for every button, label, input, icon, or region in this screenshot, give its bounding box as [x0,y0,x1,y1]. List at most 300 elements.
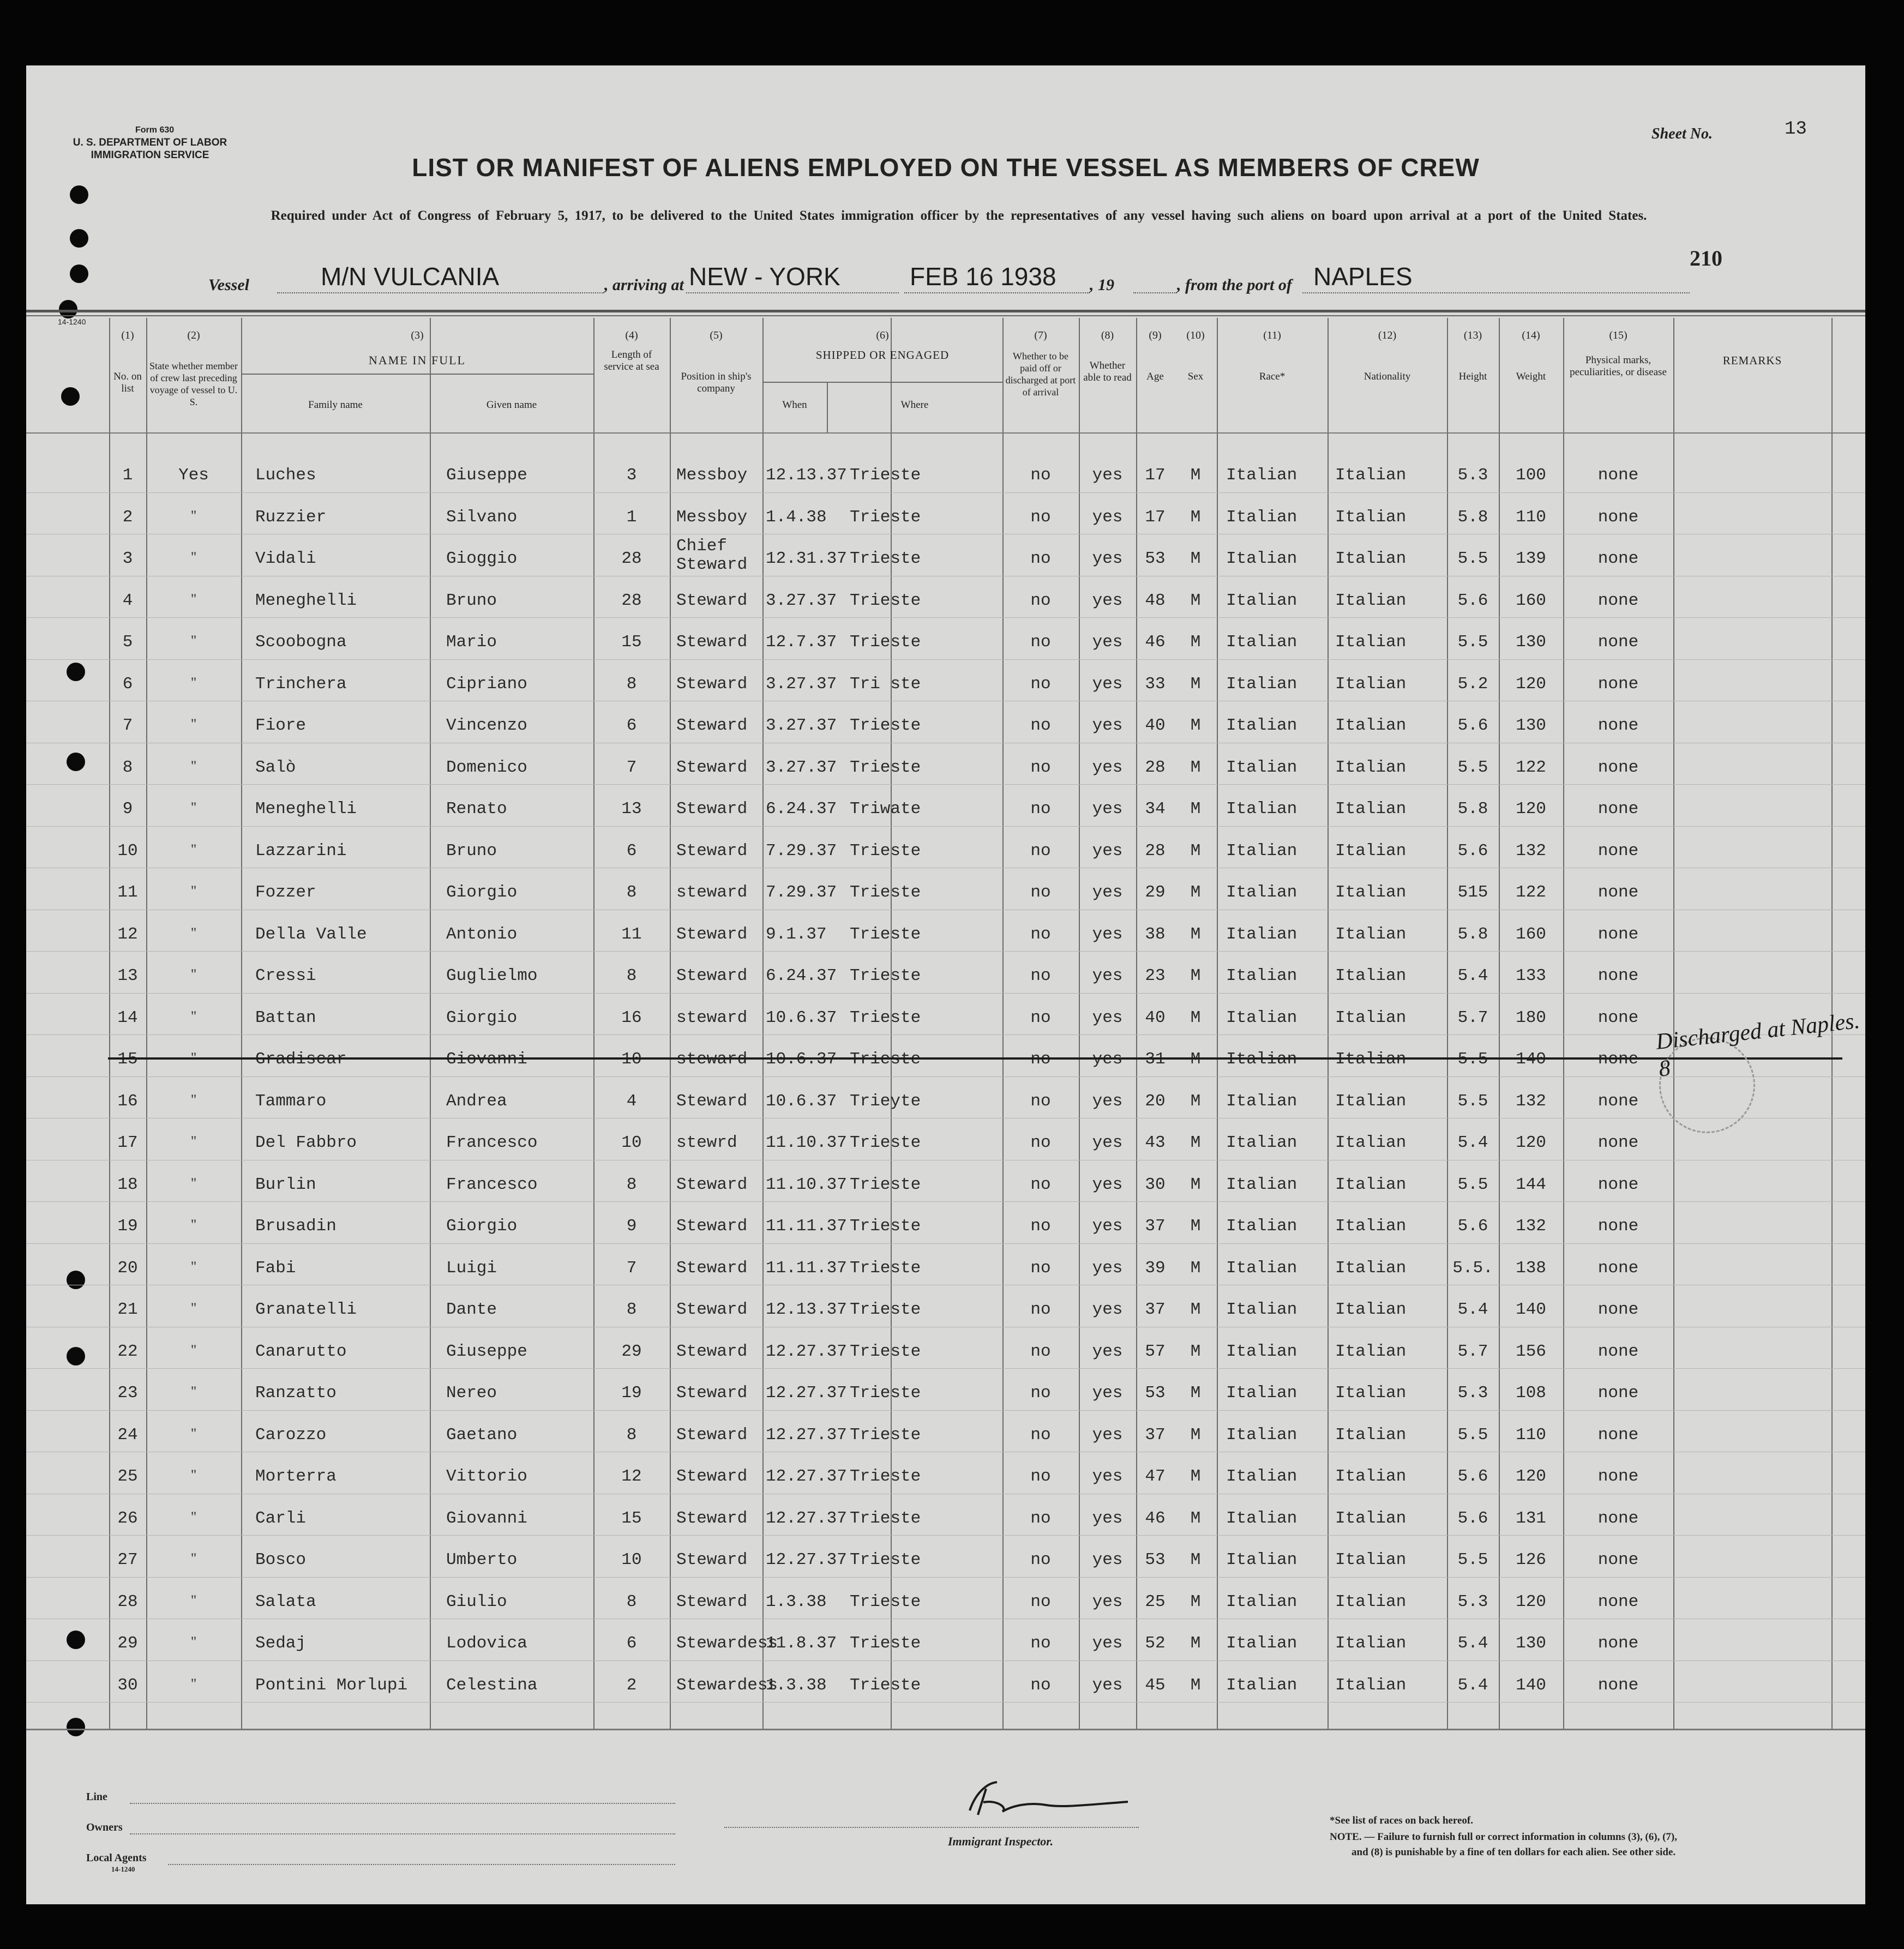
cell-family-name: Canarutto [255,1342,347,1361]
cell-service: 10 [621,1133,642,1152]
table-row [26,579,1865,621]
cell-when: 12.27.37 [766,1342,847,1361]
cell-prev-voyage: " [190,549,197,565]
cell-no: 24 [117,1425,138,1445]
cell-prev-voyage: " [190,591,197,607]
table-row [26,1413,1865,1455]
cell-when: 6.24.37 [766,966,837,985]
cell-when: 3.27.37 [766,674,837,694]
cell-family-name: Della Valle [255,924,367,944]
cell-weight: 122 [1516,883,1546,902]
cell-race: Italian [1226,1383,1298,1403]
cell-race: Italian [1226,507,1298,527]
cell-race: Italian [1226,674,1298,694]
col-header-where: Where [900,399,929,411]
cell-weight: 160 [1516,591,1546,610]
cell-paid-off: no [1030,549,1051,568]
cell-where: Trieste [850,1175,921,1194]
cell-weight: 120 [1516,1467,1546,1486]
cell-position: Stewardess [676,1675,778,1695]
cell-given-name: Cipriano [446,674,527,694]
cell-nationality: Italian [1335,549,1407,568]
cell-family-name: Gradiscar [255,1050,347,1069]
col-number: (11) [1263,329,1281,341]
cell-age: 33 [1145,674,1166,694]
cell-physical-marks: none [1597,1175,1639,1194]
cell-read: yes [1092,1383,1123,1403]
cell-sex: M [1190,549,1201,568]
cell-physical-marks: none [1597,591,1639,610]
form-code: 14-1240 [58,317,86,326]
cell-service: 7 [626,757,637,777]
cell-height: 5.5 [1457,1091,1488,1111]
cell-family-name: Scoobogna [255,633,347,652]
cell-age: 37 [1145,1425,1166,1445]
manifest-sheet [26,65,1865,1904]
cell-physical-marks: none [1597,1342,1639,1361]
cell-paid-off: no [1030,1634,1051,1653]
table-row [26,1455,1865,1496]
cell-nationality: Italian [1335,841,1407,861]
table-row [26,663,1865,704]
cell-when: 11.11.37 [766,1258,847,1278]
cell-nationality: Italian [1335,1383,1407,1403]
cell-race: Italian [1226,1342,1298,1361]
cell-family-name: Granatelli [255,1300,357,1319]
cell-paid-off: no [1030,1175,1051,1194]
cell-no: 8 [122,757,133,777]
cell-when: 3.27.37 [766,757,837,777]
cell-family-name: Salata [255,1592,316,1611]
cell-paid-off: no [1030,1050,1051,1069]
cell-race: Italian [1226,966,1298,985]
col-number: (4) [625,329,638,341]
cell-nationality: Italian [1335,757,1407,777]
cell-sex: M [1190,1634,1201,1653]
cell-nationality: Italian [1335,1133,1407,1152]
cell-physical-marks: none [1597,841,1639,861]
cell-given-name: Vittorio [446,1467,527,1486]
cell-position: Steward [676,1258,748,1278]
cell-paid-off: no [1030,841,1051,861]
cell-age: 46 [1145,633,1166,652]
cell-prev-voyage: " [190,1300,197,1316]
cell-family-name: Luches [255,466,316,485]
cell-paid-off: no [1030,1008,1051,1027]
cell-age: 28 [1145,757,1166,777]
cell-family-name: Cressi [255,966,316,985]
cell-prev-voyage: " [190,674,197,690]
cell-service: 15 [621,633,642,652]
cell-age: 23 [1145,966,1166,985]
cell-read: yes [1092,1300,1123,1319]
col-header-given: Given name [486,399,537,411]
cell-physical-marks: none [1597,1008,1639,1027]
cell-paid-off: no [1030,924,1051,944]
cell-no: 11 [117,883,138,902]
cell-prev-voyage: " [190,924,197,941]
cell-where: Trieste [850,716,921,735]
col-number: (9) [1149,329,1162,341]
cell-physical-marks: none [1597,633,1639,652]
table-row [26,954,1865,996]
cell-prev-voyage: " [190,966,197,982]
cell-service: 28 [621,591,642,610]
cell-given-name: Francesco [446,1175,538,1194]
footnote-penalty: NOTE. — Failure to furnish full or correct information in columns (3), (6), (7), [1330,1831,1677,1843]
cell-paid-off: no [1030,1383,1051,1403]
cell-family-name: Meneghelli [255,799,357,819]
cell-no: 27 [117,1550,138,1569]
cell-sex: M [1190,674,1201,694]
cell-nationality: Italian [1335,1634,1407,1653]
cell-nationality: Italian [1335,1258,1407,1278]
cell-no: 14 [117,1008,138,1027]
cell-prev-voyage: " [190,507,197,524]
cell-given-name: Giuseppe [446,466,527,485]
cell-when: 1.3.38 [766,1675,827,1695]
cell-prev-voyage: " [190,1342,197,1358]
cell-when: 12.27.37 [766,1467,847,1486]
cell-when: 3.27.37 [766,591,837,610]
cell-physical-marks: none [1597,1550,1639,1569]
cell-race: Italian [1226,716,1298,735]
cell-nationality: Italian [1335,924,1407,944]
cell-height: 5.4 [1457,966,1488,985]
cell-nationality: Italian [1335,674,1407,694]
cell-service: 12 [621,1467,642,1486]
punch-hole [70,229,88,248]
cell-when: 1.4.38 [766,507,827,527]
cell-race: Italian [1226,883,1298,902]
cell-physical-marks: none [1597,507,1639,527]
cell-paid-off: no [1030,591,1051,610]
cell-service: 7 [626,1258,637,1278]
cell-nationality: Italian [1335,1050,1407,1069]
cell-no: 26 [117,1508,138,1528]
cell-nationality: Italian [1335,1550,1407,1569]
cell-sex: M [1190,716,1201,735]
cell-prev-voyage: " [190,1550,197,1566]
table-row [26,1247,1865,1288]
form-number: Form 630 [135,125,175,135]
cell-paid-off: no [1030,1091,1051,1111]
cell-no: 28 [117,1592,138,1611]
cell-prev-voyage: " [190,1050,197,1066]
cell-given-name: Andrea [446,1091,507,1111]
cell-paid-off: no [1030,1675,1051,1695]
cell-service: 11 [621,924,642,944]
cell-position: Steward [676,1217,748,1236]
cell-race: Italian [1226,841,1298,861]
cell-position: Steward [676,1550,748,1569]
table-row [26,704,1865,745]
cell-family-name: Fiore [255,716,307,735]
cell-read: yes [1092,1217,1123,1236]
cell-height: 515 [1457,883,1488,902]
agency-line: U. S. DEPARTMENT OF LABOR [73,137,227,148]
cell-read: yes [1092,549,1123,568]
cell-nationality: Italian [1335,1217,1407,1236]
cell-weight: 126 [1516,1550,1546,1569]
cell-race: Italian [1226,1675,1298,1695]
cell-height: 5.6 [1457,841,1488,861]
cell-when: 10.6.37 [766,1050,837,1069]
cell-race: Italian [1226,1508,1298,1528]
cell-where: Trieste [850,757,921,777]
cell-family-name: Vidali [255,549,316,568]
cell-where: Trieyte [850,1091,921,1111]
agents-code: 14-1240 [111,1865,135,1873]
cell-position: Steward [676,966,748,985]
cell-weight: 110 [1516,1425,1546,1445]
cell-weight: 140 [1516,1050,1546,1069]
cell-prev-voyage: " [190,716,197,732]
cell-position: Chief Steward [676,537,748,574]
cell-height: 5.8 [1457,507,1488,527]
col-number: (8) [1101,329,1114,341]
cell-where: Trieste [850,466,921,485]
cell-no: 18 [117,1175,138,1194]
table-row [26,1580,1865,1622]
cell-read: yes [1092,1133,1123,1152]
cell-height: 5.5 [1457,1175,1488,1194]
cell-service: 8 [626,1175,637,1194]
cell-where: Trieste [850,1508,921,1528]
cell-sex: M [1190,924,1201,944]
cell-sex: M [1190,1383,1201,1403]
cell-family-name: Fabi [255,1258,296,1278]
cell-physical-marks: none [1597,1133,1639,1152]
cell-paid-off: no [1030,716,1051,735]
cell-when: 6.24.37 [766,799,837,819]
cell-position: Steward [676,1342,748,1361]
cell-weight: 156 [1516,1342,1546,1361]
cell-read: yes [1092,841,1123,861]
cell-position: Steward [676,1592,748,1611]
cell-where: Trieste [850,507,921,527]
cell-paid-off: no [1030,633,1051,652]
cell-read: yes [1092,1467,1123,1486]
cell-age: 17 [1145,466,1166,485]
cell-physical-marks: none [1597,799,1639,819]
cell-position: steward [676,1008,748,1027]
cell-sex: M [1190,1133,1201,1152]
cell-service: 15 [621,1508,642,1528]
cell-when: 12.13.37 [766,1300,847,1319]
cell-height: 5.7 [1457,1342,1488,1361]
cell-no: 19 [117,1217,138,1236]
cell-no: 7 [122,716,133,735]
cell-no: 21 [117,1300,138,1319]
cell-position: Messboy [676,507,748,527]
table-row [26,1080,1865,1121]
cell-when: 12.27.37 [766,1383,847,1403]
cell-no: 6 [122,674,133,694]
cell-family-name: Morterra [255,1467,337,1486]
table-row [26,537,1865,579]
cell-where: Trieste [850,966,921,985]
cell-where: Trieste [850,549,921,568]
cell-age: 25 [1145,1592,1166,1611]
cell-service: 13 [621,799,642,819]
cell-weight: 108 [1516,1383,1546,1403]
cell-no: 5 [122,633,133,652]
cell-given-name: Umberto [446,1550,518,1569]
col-header-physical-marks: Physical marks, peculiarities, or disease [1570,354,1667,378]
cell-position: stewrd [676,1133,737,1152]
col-number: (6) [876,329,889,341]
cell-paid-off: no [1030,674,1051,694]
cell-family-name: Sedaj [255,1634,307,1653]
cell-where: Trieste [850,1342,921,1361]
cell-height: 5.5 [1457,549,1488,568]
punch-hole [67,1718,85,1736]
table-row [26,1163,1865,1205]
cell-when: 12.27.37 [766,1550,847,1569]
cell-age: 37 [1145,1300,1166,1319]
cell-sex: M [1190,883,1201,902]
cell-position: Steward [676,591,748,610]
cell-race: Italian [1226,549,1298,568]
cell-position: steward [676,1050,748,1069]
cell-paid-off: no [1030,1342,1051,1361]
table-row [26,1121,1865,1163]
cell-paid-off: no [1030,1258,1051,1278]
cell-given-name: Giorgio [446,1008,518,1027]
cell-prev-voyage: " [190,757,197,774]
cell-where: Trieste [850,1634,921,1653]
cell-age: 29 [1145,883,1166,902]
cell-position: Steward [676,1300,748,1319]
col-number: (7) [1034,329,1047,341]
cell-read: yes [1092,1634,1123,1653]
cell-weight: 160 [1516,924,1546,944]
cell-position: Steward [676,1383,748,1403]
table-row [26,454,1865,495]
cell-where: Trieste [850,1217,921,1236]
cell-race: Italian [1226,1258,1298,1278]
cell-prev-voyage: " [190,1175,197,1191]
cell-no: 13 [117,966,138,985]
table-row [26,1205,1865,1246]
cell-position: Steward [676,757,748,777]
cell-read: yes [1092,716,1123,735]
table-row [26,496,1865,537]
cell-physical-marks: none [1597,1050,1639,1069]
cell-family-name: Fozzer [255,883,316,902]
cell-where: Trieste [850,1258,921,1278]
table-row [26,1288,1865,1330]
cell-when: 3.27.37 [766,716,837,735]
cell-physical-marks: none [1597,1592,1639,1611]
cell-nationality: Italian [1335,1175,1407,1194]
cell-given-name: Renato [446,799,507,819]
cell-nationality: Italian [1335,966,1407,985]
cell-read: yes [1092,966,1123,985]
cell-weight: 100 [1516,466,1546,485]
cell-nationality: Italian [1335,799,1407,819]
cell-when: 11.11.37 [766,1217,847,1236]
cell-where: Trieste [850,1050,921,1069]
table-row [26,1622,1865,1663]
col-header-height: Height [1458,371,1487,382]
cell-when: 11.10.37 [766,1175,847,1194]
cell-sex: M [1190,1008,1201,1027]
cell-prev-voyage: " [190,883,197,899]
cell-where: Trieste [850,1425,921,1445]
cell-given-name: Francesco [446,1133,538,1152]
col-header-service: Length of service at sea [604,349,659,372]
page-number: 210 [1690,246,1722,270]
cell-height: 5.5 [1457,757,1488,777]
cell-height: 5.6 [1457,716,1488,735]
table-row [26,1330,1865,1371]
cell-age: 45 [1145,1675,1166,1695]
cell-weight: 120 [1516,674,1546,694]
cell-family-name: Bosco [255,1550,307,1569]
cell-family-name: Ranzatto [255,1383,337,1403]
cell-weight: 180 [1516,1008,1546,1027]
cell-age: 40 [1145,1008,1166,1027]
cell-prev-voyage: " [190,1467,197,1483]
table-row [26,829,1865,871]
cell-age: 57 [1145,1342,1166,1361]
cell-given-name: Luigi [446,1258,497,1278]
cell-no: 3 [122,549,133,568]
cell-prev-voyage: " [190,1675,197,1692]
cell-family-name: Lazzarini [255,841,347,861]
cell-where: Trieste [850,883,921,902]
cell-no: 22 [117,1342,138,1361]
cell-age: 38 [1145,924,1166,944]
cell-where: Trieste [850,633,921,652]
col-number: (3) [411,329,424,341]
cell-given-name: Domenico [446,757,527,777]
page-subtitle: Required under Act of Congress of February 5, 1917, to be delivered to the United States immigration officer by the representatives of any vessel having such aliens on board upon arrival at a port of the United States. [271,208,1647,223]
cell-physical-marks: none [1597,549,1639,568]
cell-service: 10 [621,1550,642,1569]
cell-nationality: Italian [1335,1008,1407,1027]
cell-weight: 132 [1516,1217,1546,1236]
cell-read: yes [1092,674,1123,694]
cell-no: 20 [117,1258,138,1278]
table-row [26,996,1865,1038]
cell-family-name: Salò [255,757,296,777]
cell-physical-marks: none [1597,466,1639,485]
cell-sex: M [1190,1342,1201,1361]
cell-read: yes [1092,1008,1123,1027]
cell-no: 17 [117,1133,138,1152]
cell-sex: M [1190,507,1201,527]
table-row [26,1538,1865,1580]
cell-race: Italian [1226,1175,1298,1194]
year-label: , 19 [1090,276,1114,294]
table-row [26,1371,1865,1413]
cell-position: Steward [676,799,748,819]
cell-where: Trieste [850,1008,921,1027]
cell-when: 7.29.37 [766,883,837,902]
cell-given-name: Giorgio [446,883,518,902]
cell-family-name: Tammaro [255,1091,327,1111]
cell-prev-voyage: " [190,1217,197,1232]
arriving-label: , arriving at [604,276,684,294]
cell-age: 17 [1145,507,1166,527]
table-row [26,913,1865,954]
cell-where: Triwate [850,799,921,819]
cell-physical-marks: none [1597,1425,1639,1445]
cell-read: yes [1092,1050,1123,1069]
